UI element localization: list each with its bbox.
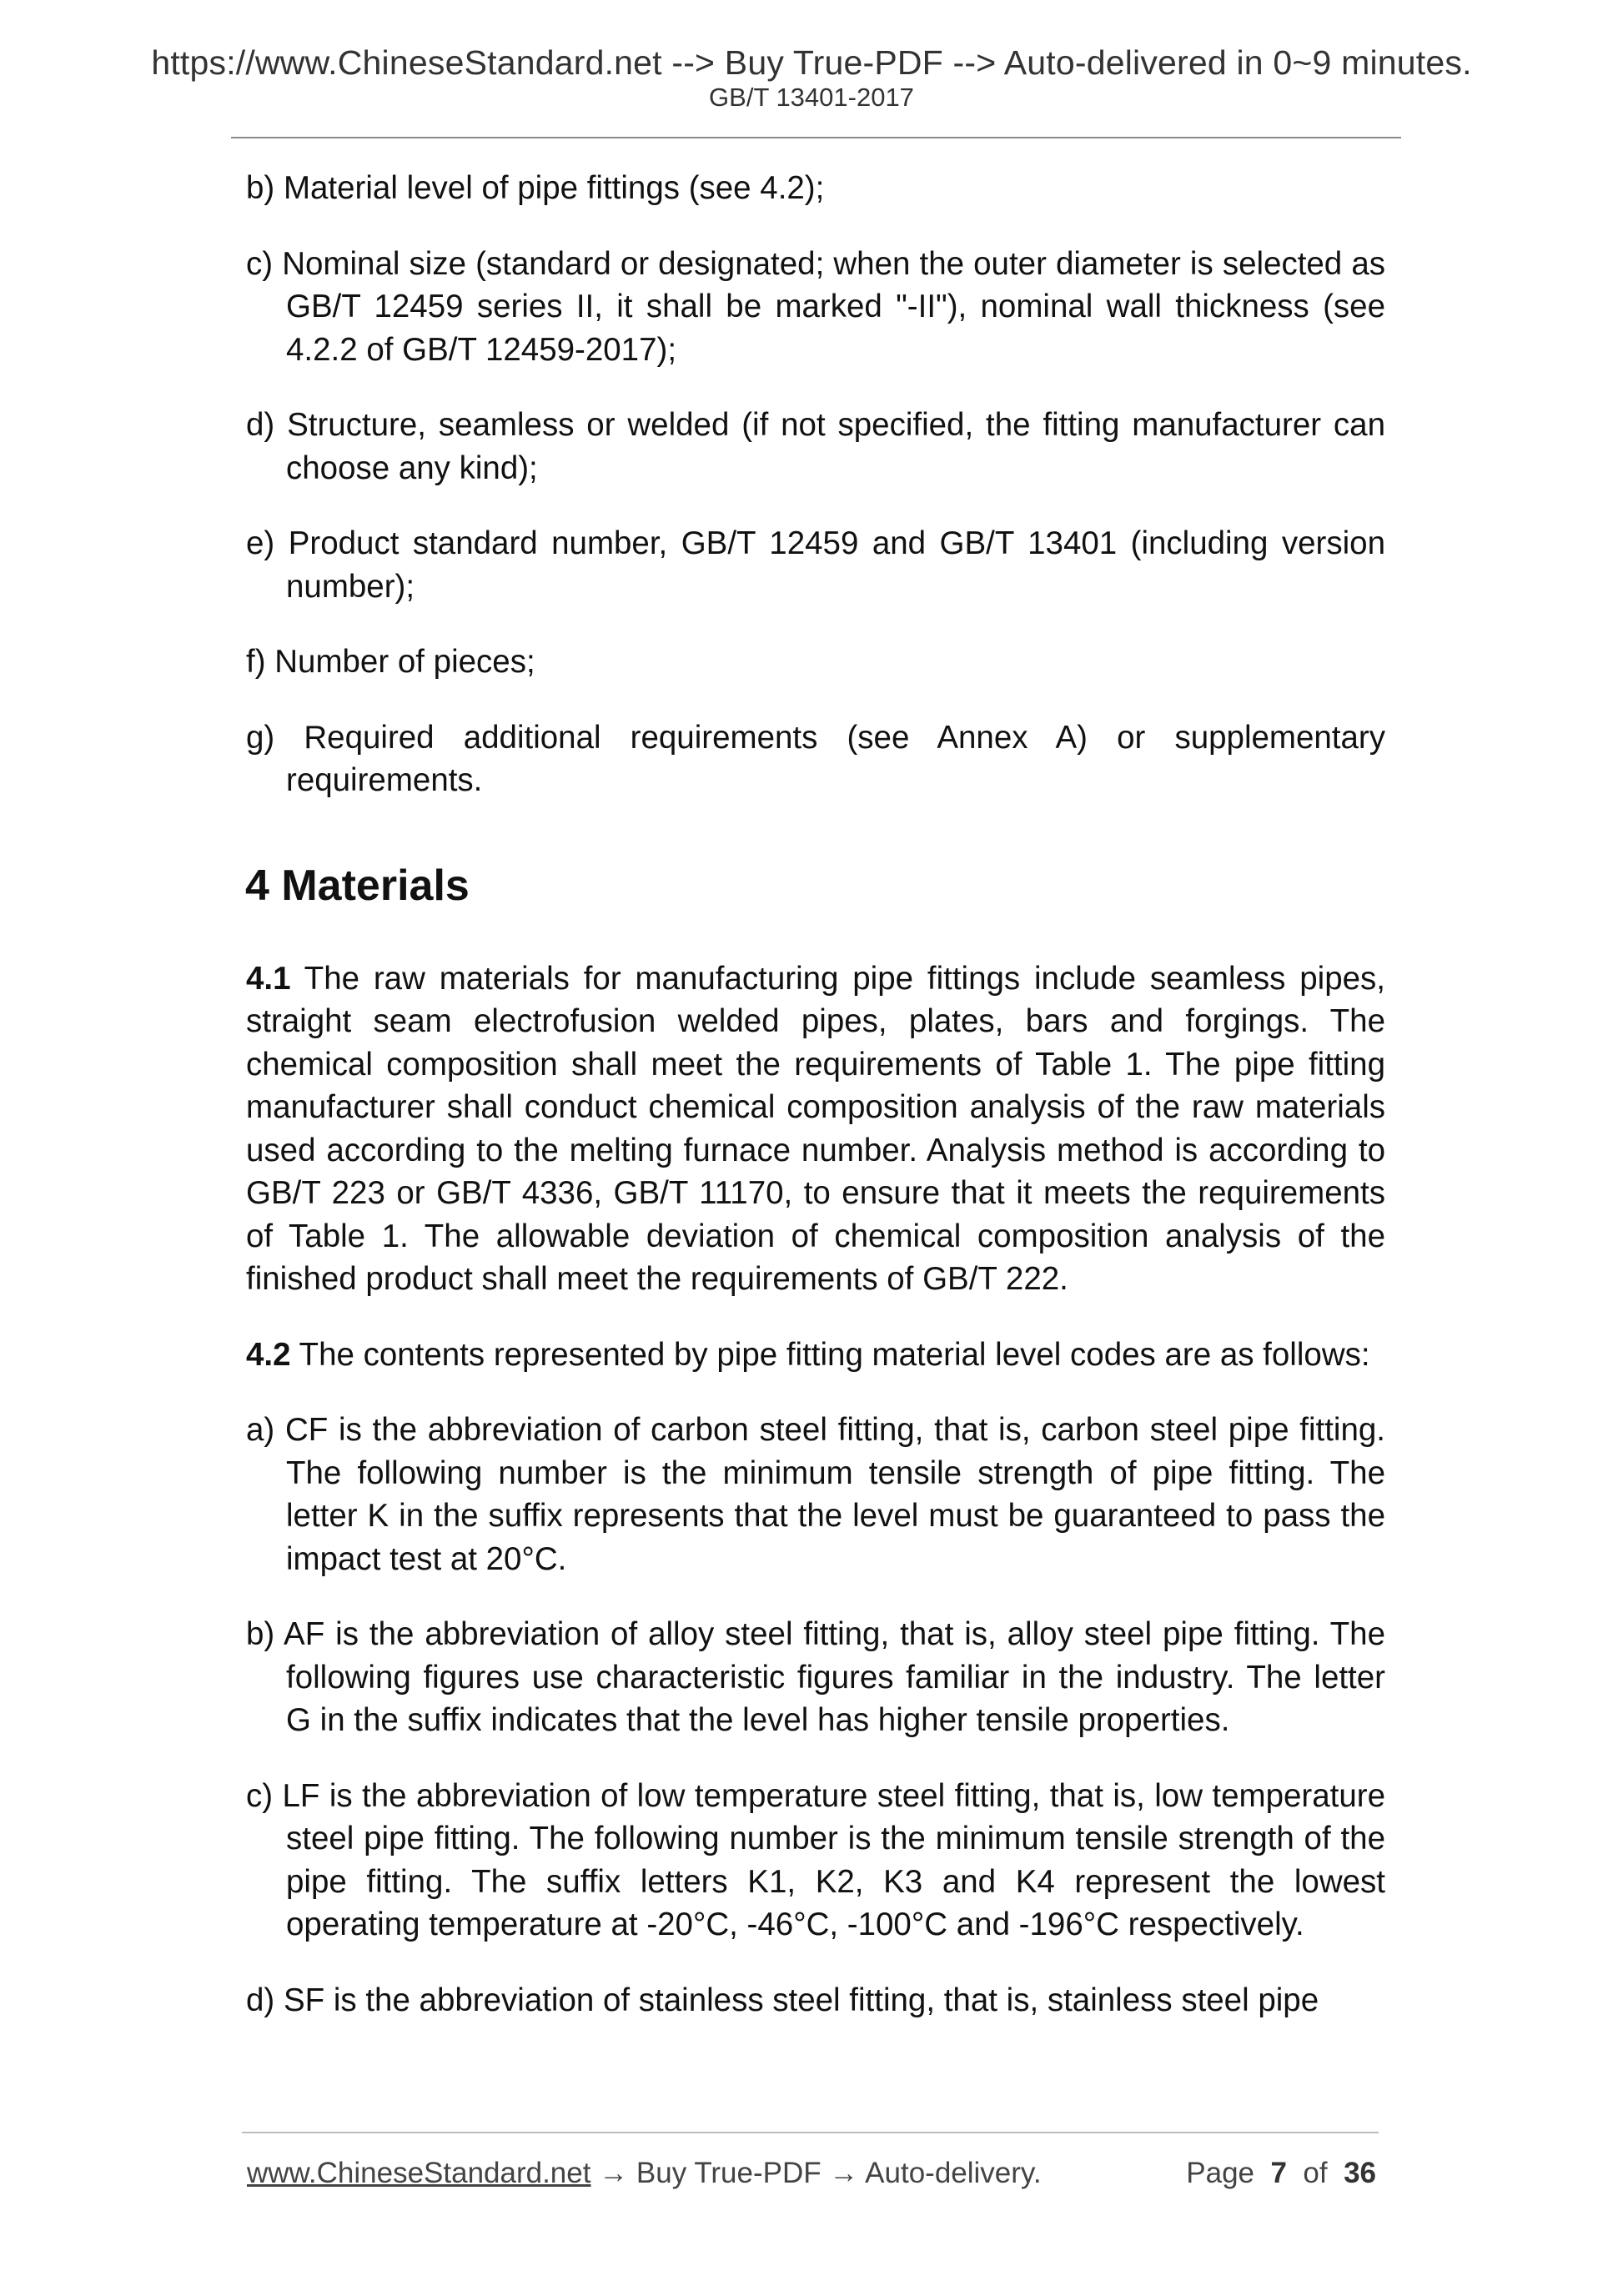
footer-divider <box>242 2132 1379 2133</box>
clause-4-1 <box>246 957 1385 1301</box>
list-item-text: Structure, seamless or welded (if not specified, the fitting manufacturer can choose any kind); <box>286 407 1386 486</box>
list-item-label: c) <box>246 1777 274 1814</box>
of-label: of <box>1303 2157 1328 2189</box>
code-item-d <box>246 1979 1385 2022</box>
page-content <box>246 167 1385 2054</box>
section-heading-materials: 4 Materials <box>245 861 470 910</box>
footer-site-link[interactable]: www.ChineseStandard.net <box>247 2157 591 2189</box>
clause-number: 4.1 <box>246 960 291 997</box>
list-item-text: LF is the abbreviation of low temperature steel fitting, that is, low temperature steel pipe fitting. The following number is the minimum tensile strength of the pipe fitting. The suffix letters K1, K2, K3 and K4 represent the lowest operating temperature at -20°C, -46°C, -100°C and -196°C respectively. <box>282 1777 1385 1942</box>
list-item-text: AF is the abbreviation of alloy steel fitting, that is, alloy steel pipe fitting. The following figures use characteristic figures familiar in the industry. The letter G in the suffix indicates that the level has higher tensile properties. <box>284 1616 1386 1738</box>
clause-text: The contents represented by pipe fitting material level codes are as follows: <box>299 1336 1370 1373</box>
list-item-text: CF is the abbreviation of carbon steel fitting, that is, carbon steel pipe fitting. The following number is the minimum tensile strength of pipe fitting. The letter K in the suffix represents that the level must be guaranteed to pass the impact test at 20°C. <box>284 1412 1385 1577</box>
list-item-text: Nominal size (standard or designated; when the outer diameter is selected as GB/T 12459 series II, it shall be marked "-II"), nominal wall thickness (see 4.2.2 of GB/T 12459-2017); <box>282 245 1385 368</box>
list-item-label: e) <box>246 525 275 561</box>
page-indicator <box>1186 2157 1376 2190</box>
list-item-label: b) <box>246 170 275 206</box>
document-code: GB/T 13401-2017 <box>709 83 914 112</box>
code-item-b <box>246 1613 1385 1742</box>
list-item-text: Required additional requirements (see Annex A) or supplementary requirements. <box>286 719 1385 798</box>
list-item-label: d) <box>246 407 275 443</box>
header-divider <box>231 137 1401 138</box>
material-code-list <box>246 1409 1385 2022</box>
list-item-label: a) <box>246 1412 275 1448</box>
list-item-label: g) <box>246 719 275 756</box>
list-item-label: c) <box>246 245 274 282</box>
list-item-label: f) <box>246 644 266 680</box>
source-banner: https://www.ChineseStandard.net --> Buy True-PDF --> Auto-delivered in 0~9 minutes. <box>151 43 1472 82</box>
list-item-text: Number of pieces; <box>274 644 535 680</box>
list-item-label: d) <box>246 1982 275 2018</box>
page-label: Page <box>1186 2157 1255 2189</box>
list-item-text: Material level of pipe fittings (see 4.2); <box>283 170 825 206</box>
code-item-a <box>246 1409 1385 1580</box>
list-item-g <box>246 716 1385 802</box>
list-item-label: b) <box>246 1616 275 1652</box>
list-item-f <box>246 641 1385 684</box>
ordering-info-list <box>246 167 1385 802</box>
current-page-number: 7 <box>1270 2157 1287 2189</box>
list-item-text: SF is the abbreviation of stainless steel fitting, that is, stainless steel pipe <box>283 1982 1319 2018</box>
footer-delivery-text: → Buy True-PDF → Auto-delivery. <box>590 2157 1042 2189</box>
list-item-text: Product standard number, GB/T 12459 and GB/T 13401 (including version number); <box>286 525 1385 605</box>
footer-source <box>247 2157 1042 2190</box>
code-item-c <box>246 1775 1385 1947</box>
total-pages-number: 36 <box>1344 2157 1376 2189</box>
list-item-e <box>246 522 1385 608</box>
clause-text: The raw materials for manufacturing pipe fittings include seamless pipes, straight seam electrofusion welded pipes, plates, bars and forgings. The chemical composition shall meet the requirements of Table 1. The pipe fitting manufacturer shall conduct chemical composition analysis of the raw materials used according to the melting furnace number. Analysis method is according to GB/T 223 or GB/T 4336, GB/T 11170, to ensure that it meets the requirements of Table 1. The allowable deviation of chemical composition analysis of the finished product shall meet the requirements of GB/T 222. <box>246 960 1385 1297</box>
list-item-b <box>246 167 1385 210</box>
clause-4-2 <box>246 1334 1385 1377</box>
list-item-d <box>246 404 1385 490</box>
clause-number: 4.2 <box>246 1336 291 1373</box>
list-item-c <box>246 243 1385 372</box>
